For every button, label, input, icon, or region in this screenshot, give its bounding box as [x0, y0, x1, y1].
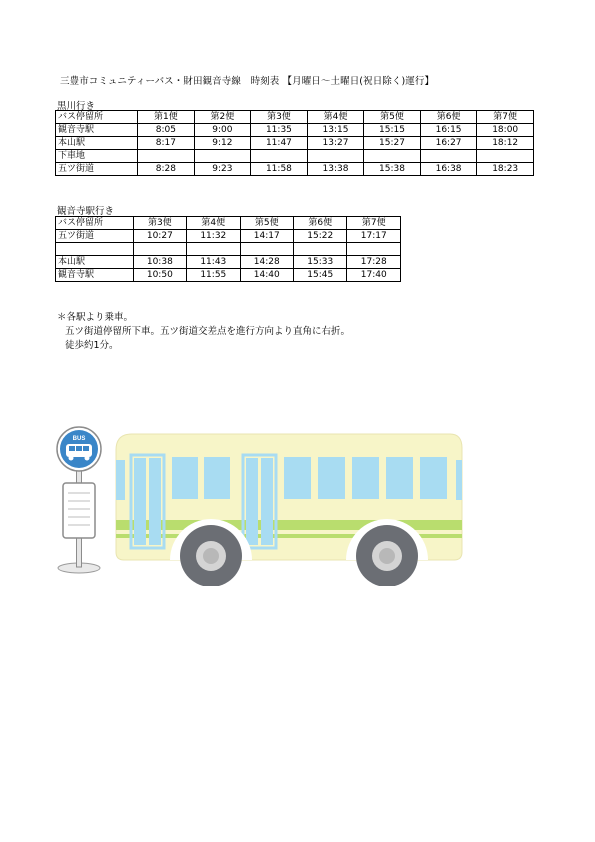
- time-cell: 13:38: [307, 163, 364, 176]
- time-cell: 11:47: [251, 137, 308, 150]
- table-row: [56, 269, 401, 282]
- timetable-kanonji: [55, 216, 401, 282]
- time-cell: 15:27: [364, 137, 421, 150]
- time-cell: 8:17: [138, 137, 195, 150]
- time-cell: 11:55: [187, 269, 240, 282]
- time-cell: 15:45: [294, 269, 347, 282]
- time-cell: [187, 243, 240, 256]
- bus-stop-sign-icon: [50, 425, 108, 575]
- time-cell: 11:43: [187, 256, 240, 269]
- header-cell: バス停留所: [56, 217, 134, 230]
- time-cell: [364, 150, 421, 163]
- header-cell: 第3便: [133, 217, 186, 230]
- stop-name-cell: 本山駅: [56, 137, 138, 150]
- header-cell: 第5便: [240, 217, 293, 230]
- time-cell: 16:15: [420, 124, 477, 137]
- time-cell: 14:28: [240, 256, 293, 269]
- table-row: [56, 243, 401, 256]
- header-cell: バス停留所: [56, 111, 138, 124]
- stop-name-cell: 観音寺駅: [56, 124, 138, 137]
- time-cell: 13:15: [307, 124, 364, 137]
- time-cell: 13:27: [307, 137, 364, 150]
- time-cell: [251, 150, 308, 163]
- time-cell: 18:00: [477, 124, 534, 137]
- table-header-row: [56, 217, 401, 230]
- time-cell: [307, 150, 364, 163]
- table1-label: 黒川行き: [57, 101, 96, 112]
- stop-name-cell: 観音寺駅: [56, 269, 134, 282]
- time-cell: 11:35: [251, 124, 308, 137]
- time-cell: 9:00: [194, 124, 251, 137]
- stop-name-cell: 五ツ街道: [56, 230, 134, 243]
- table-header-row: [56, 111, 534, 124]
- time-cell: [194, 150, 251, 163]
- time-cell: [347, 243, 401, 256]
- time-cell: 9:23: [194, 163, 251, 176]
- time-cell: [477, 150, 534, 163]
- time-cell: [240, 243, 293, 256]
- header-cell: 第2便: [194, 111, 251, 124]
- table2-label: 観音寺駅行き: [57, 206, 115, 217]
- header-cell: 第7便: [477, 111, 534, 124]
- table-row: [56, 230, 401, 243]
- table-row: [56, 137, 534, 150]
- header-cell: 第6便: [294, 217, 347, 230]
- time-cell: 18:12: [477, 137, 534, 150]
- time-cell: [138, 150, 195, 163]
- time-cell: 15:38: [364, 163, 421, 176]
- time-cell: [294, 243, 347, 256]
- time-cell: 17:40: [347, 269, 401, 282]
- timetable-kurokawa: [55, 110, 534, 176]
- stop-name-cell: 五ツ街道: [56, 163, 138, 176]
- stop-name-cell: 本山駅: [56, 256, 134, 269]
- time-cell: 18:23: [477, 163, 534, 176]
- time-cell: 9:12: [194, 137, 251, 150]
- time-cell: 15:33: [294, 256, 347, 269]
- time-cell: 8:05: [138, 124, 195, 137]
- time-cell: 17:28: [347, 256, 401, 269]
- note-line: ＊各駅より乗車。: [57, 312, 134, 323]
- time-cell: 17:17: [347, 230, 401, 243]
- table-row: [56, 163, 534, 176]
- time-cell: [133, 243, 186, 256]
- time-cell: [420, 150, 477, 163]
- time-cell: 15:22: [294, 230, 347, 243]
- bus-sign-text: BUS: [72, 436, 86, 442]
- stop-name-cell: [56, 243, 134, 256]
- time-cell: 16:27: [420, 137, 477, 150]
- bus-icon: [114, 428, 466, 586]
- note-line: 五ツ街道停留所下車。五ツ街道交差点を進行方向より直角に右折。: [65, 326, 351, 337]
- time-cell: 10:50: [133, 269, 186, 282]
- time-cell: 11:58: [251, 163, 308, 176]
- time-cell: 14:17: [240, 230, 293, 243]
- header-cell: 第4便: [187, 217, 240, 230]
- header-cell: 第4便: [307, 111, 364, 124]
- header-cell: 第3便: [251, 111, 308, 124]
- header-cell: 第6便: [420, 111, 477, 124]
- header-cell: 第5便: [364, 111, 421, 124]
- time-cell: 16:38: [420, 163, 477, 176]
- header-cell: 第7便: [347, 217, 401, 230]
- time-cell: 10:27: [133, 230, 186, 243]
- time-cell: 11:32: [187, 230, 240, 243]
- notes: [57, 311, 350, 353]
- note-line: 徒歩約1分。: [65, 340, 119, 351]
- table-row: [56, 256, 401, 269]
- header-cell: 第1便: [138, 111, 195, 124]
- time-cell: 10:38: [133, 256, 186, 269]
- time-cell: 15:15: [364, 124, 421, 137]
- time-cell: 14:40: [240, 269, 293, 282]
- stop-name-cell: 下車地: [56, 150, 138, 163]
- page-title: 三豊市コミュニティーバス・財田観音寺線 時刻表 【月曜日～土曜日(祝日除く)運行】: [60, 76, 435, 87]
- table-row: [56, 150, 534, 163]
- time-cell: 8:28: [138, 163, 195, 176]
- table-row: [56, 124, 534, 137]
